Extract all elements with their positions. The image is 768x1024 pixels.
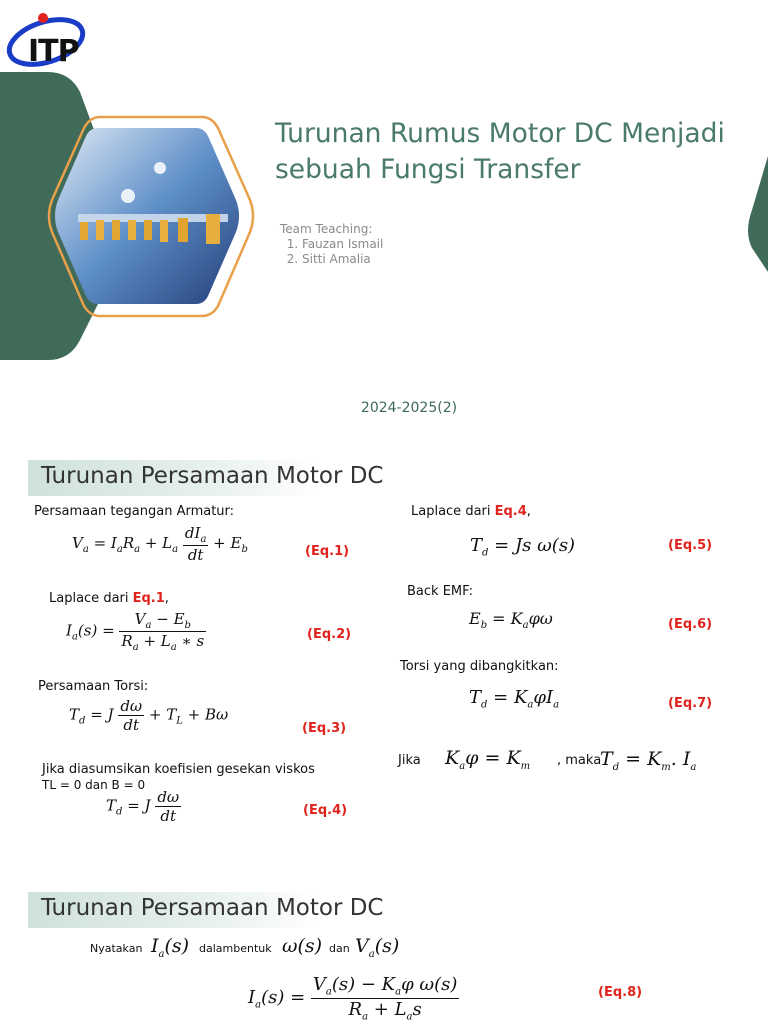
- ref: Eq.1: [132, 591, 165, 606]
- ref: Eq.4: [494, 504, 527, 519]
- eq-label-2: (Eq.2): [307, 627, 352, 642]
- eq-label-8: (Eq.8): [598, 985, 643, 1000]
- equation-5: $T_d = Js$ ω(s): [470, 535, 576, 559]
- itp-logo: [6, 8, 92, 70]
- equation-7: $T_d = K_a\varphi I_a$: [469, 687, 560, 711]
- green-hexagon-right-shape: [748, 156, 768, 272]
- presentation-title: Turunan Rumus Motor DC Menjadi sebuah Fungsi Transfer: [275, 118, 725, 185]
- symbol-omega-s: ω(s): [282, 935, 323, 957]
- symbol-va-s: $V_a(s)$: [355, 935, 400, 960]
- eq-label-6: (Eq.6): [668, 617, 713, 632]
- academic-year: 2024-2025(2): [360, 400, 458, 416]
- symbol-ia-s: $I_a(s)$: [151, 935, 190, 960]
- text: Laplace dari: [49, 591, 133, 606]
- equation-km: $K_a\varphi = K_m$: [445, 747, 531, 772]
- eq-label-4: (Eq.4): [303, 803, 348, 818]
- derivation-slide: [0, 450, 768, 870]
- section-title: Turunan Persamaan Motor DC: [41, 895, 384, 921]
- equation-6: $E_b = K_a\varphi\omega$: [469, 609, 553, 632]
- equation-8: $I_a(s)$ = $\frac{V_a(s) - K_a\varphi \omega(s)}{R_a + L_as}$: [248, 974, 458, 1023]
- slide-decoration: [0, 0, 768, 440]
- derivation-slide-2: [0, 880, 768, 1024]
- label-asumsi-2: TL = 0 dan B = 0: [42, 778, 146, 792]
- equation-4: $T_d = J$ $\frac{d\omega}{dt}$: [106, 788, 180, 825]
- team-teaching: [280, 222, 383, 267]
- label-dalambentuk: dalambentuk: [199, 942, 272, 955]
- equation-2: $I_a(s)$ = $\frac{V_a - E_b}{R_a + L_a ∗ s}$: [66, 610, 205, 653]
- label-armatur: Persamaan tegangan Armatur:: [34, 504, 235, 519]
- label-torsi: Persamaan Torsi:: [38, 679, 149, 694]
- team-members-list: [280, 237, 383, 267]
- label-jika: Jika: [398, 753, 421, 768]
- eq-label-5: (Eq.5): [668, 538, 713, 553]
- text: ,: [526, 504, 531, 519]
- team-member: 2. Sitti Amalia: [302, 252, 383, 267]
- label-laplace-eq4: [411, 504, 531, 519]
- team-label: Team Teaching:: [280, 222, 373, 236]
- text: ,: [164, 591, 169, 606]
- label-nyatakan: Nyatakan: [90, 942, 143, 955]
- section-title-box: [28, 460, 384, 496]
- text: Laplace dari: [411, 504, 495, 519]
- label-backemf: Back EMF:: [407, 584, 473, 599]
- equation-3: $T_d = J$ $\frac{d\omega}{dt}$ + $T_L + B\omega$: [69, 697, 229, 734]
- label-dan: dan: [329, 942, 350, 955]
- label-laplace-eq1: [49, 591, 169, 606]
- equation-td-km: $T_d = K_m$. $I_a$: [600, 748, 697, 773]
- label-asumsi-1: Jika diasumsikan koefisien gesekan viskos: [42, 762, 315, 777]
- title-slide: [0, 0, 768, 440]
- eq-label-3: (Eq.3): [302, 721, 347, 736]
- label-maka: , maka: [557, 753, 602, 768]
- eq-label-1: (Eq.1): [305, 544, 350, 559]
- logo-text: ITP: [28, 34, 79, 69]
- eq-label-7: (Eq.7): [668, 696, 713, 711]
- team-member: 1. Fauzan Ismail: [302, 237, 383, 252]
- equation-1: $V_a = I_aR_a + L_a$ $\frac{dI_a}{dt}$ + $E_b$: [72, 524, 248, 564]
- label-torsi-bangkit: Torsi yang dibangkitkan:: [400, 659, 559, 674]
- section-title-box: [28, 892, 384, 928]
- section-title: Turunan Persamaan Motor DC: [41, 463, 384, 489]
